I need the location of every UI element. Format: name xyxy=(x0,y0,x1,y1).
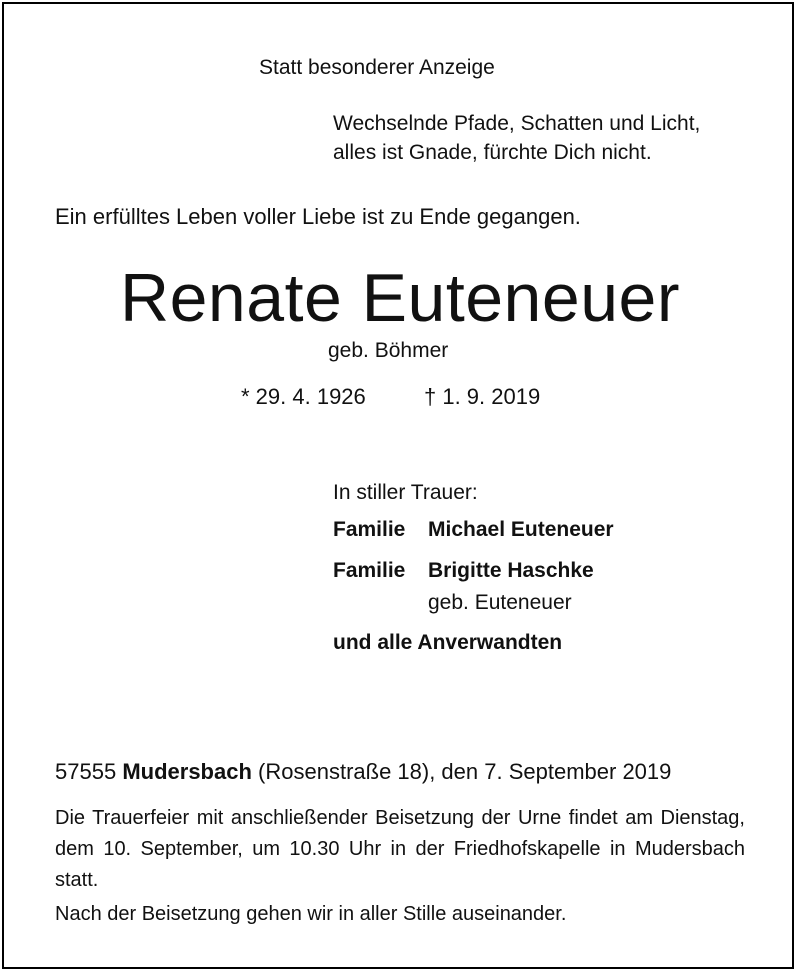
place-date-line xyxy=(55,761,671,783)
family-2-name: Brigitte Haschke xyxy=(428,559,594,582)
family-2-maiden-name: geb. Euteneuer xyxy=(428,591,572,614)
family-1-name: Michael Euteneuer xyxy=(428,518,614,541)
intro-line: Ein erfülltes Leben voller Liebe ist zu Ende gegangen. xyxy=(55,204,581,229)
deceased-name: Renate Euteneuer xyxy=(120,260,680,336)
death-date: † 1. 9. 2019 xyxy=(424,384,541,409)
other-relatives: und alle Anverwandten xyxy=(333,631,563,654)
ceremony-text: Die Trauerfeier mit anschließender Beisetzung der Urne findet am Dienstag, dem 10. September, um 10.30 Uhr in der Friedhofskapelle in Mudersbach statt. xyxy=(55,807,745,891)
ceremony-paragraph xyxy=(55,803,745,896)
family-1-label: Familie xyxy=(333,518,406,541)
postcode: 57555 xyxy=(55,759,117,784)
verse-line-1: Wechselnde Pfade, Schatten und Licht, xyxy=(333,112,701,135)
town: Mudersbach xyxy=(122,759,252,784)
verse-line-2: alles ist Gnade, fürchte Dich nicht. xyxy=(333,141,652,164)
closing-line: Nach der Beisetzung gehen wir in aller Stille auseinander. xyxy=(55,903,567,925)
address-date: (Rosenstraße 18), den 7. September 2019 xyxy=(258,759,672,784)
notice-heading: Statt besonderer Anzeige xyxy=(259,56,495,79)
mourners-heading: In stiller Trauer: xyxy=(333,481,478,504)
maiden-name: geb. Böhmer xyxy=(328,339,449,362)
birth-date: * 29. 4. 1926 xyxy=(241,384,366,409)
family-2-label: Familie xyxy=(333,559,406,582)
